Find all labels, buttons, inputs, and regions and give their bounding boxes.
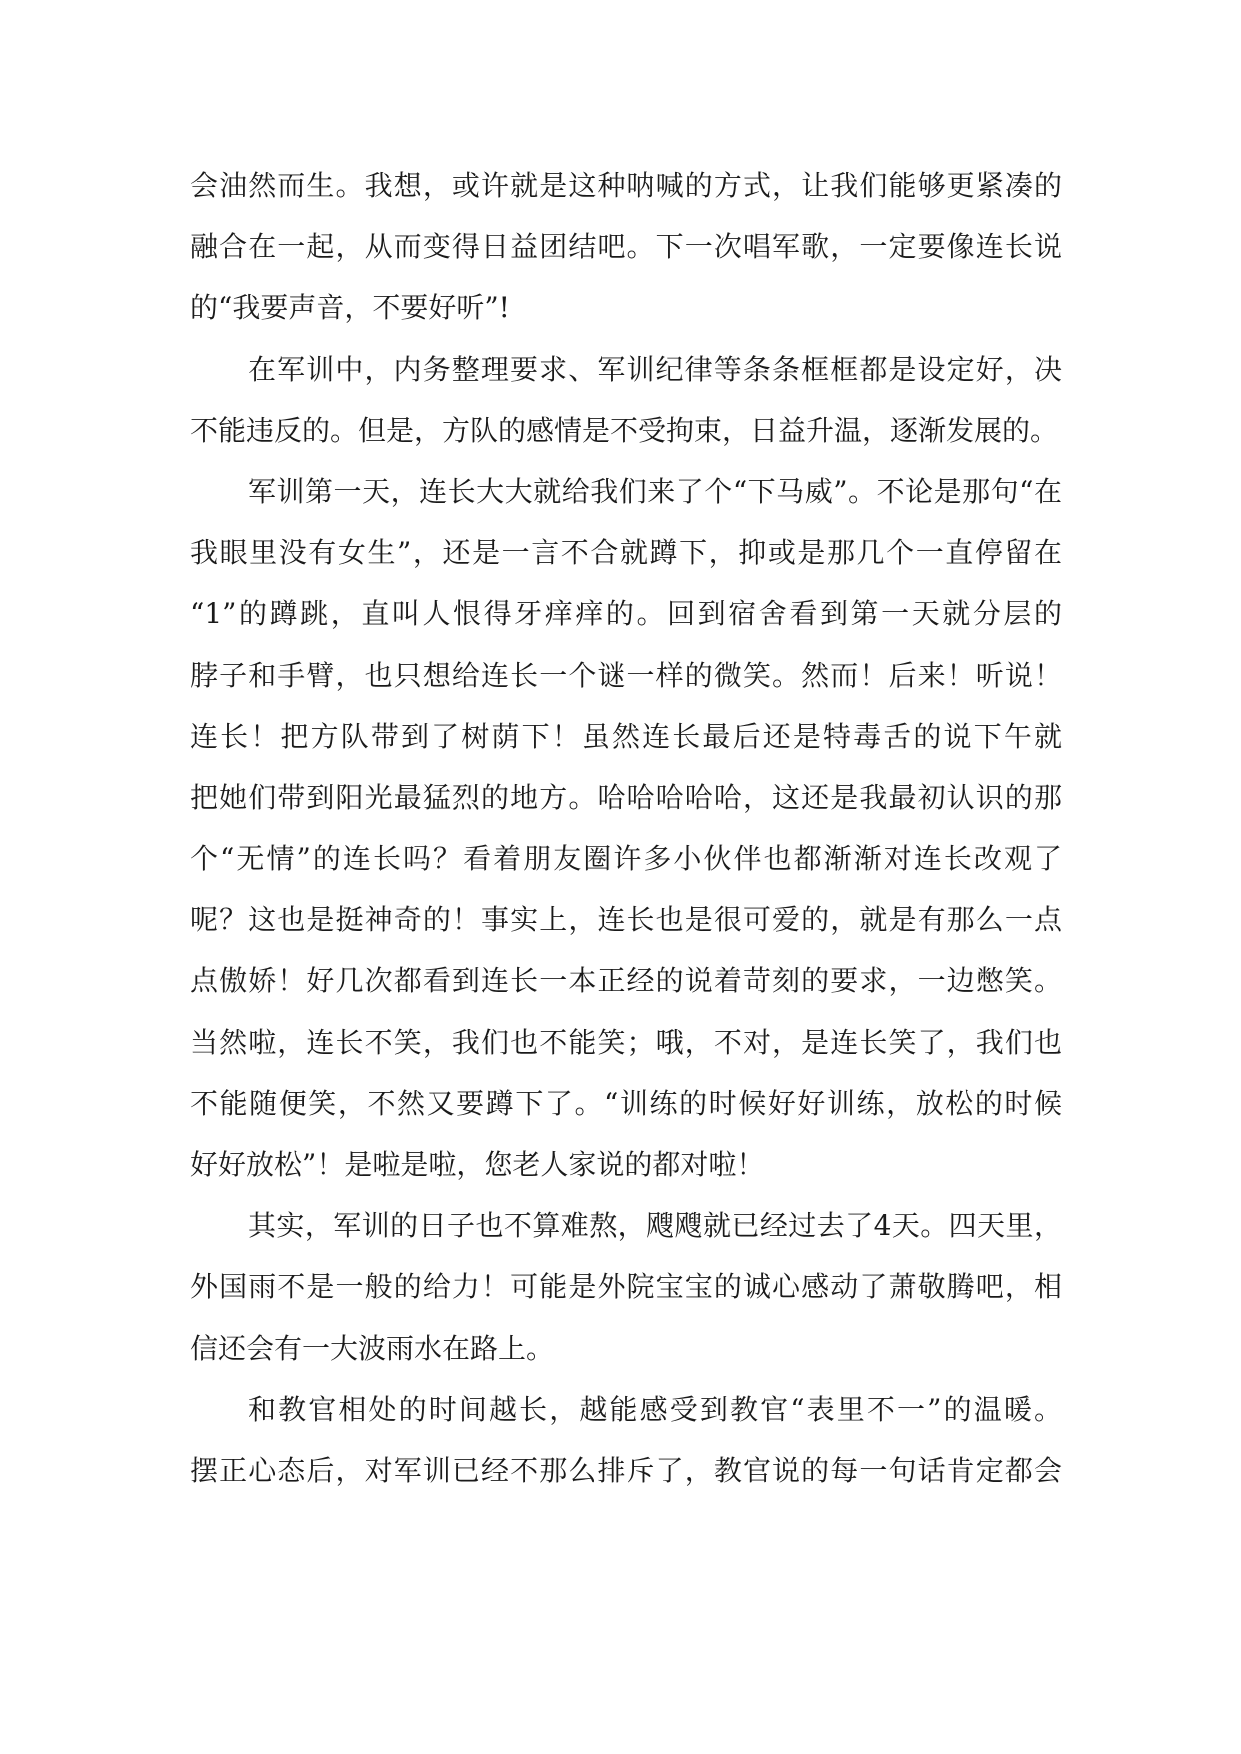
text-line: 融合在一起，从而变得日益团结吧。下一次唱军歌，一定要像连长说	[190, 230, 1062, 264]
text-line: 会油然而生。我想，或许就是这种呐喊的方式，让我们能够更紧凑的	[190, 169, 1062, 202]
text-line: 我眼里没有女生”，还是一言不合就蹲下，抑或是那几个一直停留在	[190, 536, 1062, 570]
text-line: 和教官相处的时间越长，越能感受到教官“表里不一”的温暖。	[248, 1392, 1062, 1426]
text-line: 好好放松”！是啦是啦，您老人家说的都对啦！	[190, 1148, 765, 1181]
text-line: 连长！把方队带到了树荫下！虽然连长最后还是特毒舌的说下午就	[190, 719, 1062, 753]
text-line: 信还会有一大波雨水在路上。	[190, 1331, 555, 1365]
text-line: 把她们带到阳光最猛烈的地方。哈哈哈哈哈，这还是我最初认识的那	[190, 780, 1062, 814]
text-line: “1”的蹲跳，直叫人恨得牙痒痒的。回到宿舍看到第一天就分层的	[190, 597, 1062, 631]
text-line: 其实，军训的日子也不算难熬，飕飕就已经过去了4天。四天里，	[248, 1209, 1062, 1243]
text-line: 的“我要声音，不要好听”!	[190, 291, 510, 325]
text-line: 呢？这也是挺神奇的！事实上，连长也是很可爱的，就是有那么一点	[190, 903, 1062, 937]
text-line: 外国雨不是一般的给力！可能是外院宝宝的诚心感动了萧敬腾吧，相	[190, 1270, 1062, 1304]
text-line: 在军训中，内务整理要求、军训纪律等条条框框都是设定好，决	[248, 352, 1062, 386]
text-line: 军训第一天，连长大大就给我们来了个“下马威”。不论是那句“在	[248, 474, 1062, 508]
text-line: 脖子和手臂，也只想给连长一个谜一样的微笑。然而！后来！听说！	[190, 658, 1062, 692]
text-line: 不能违反的。但是，方队的感情是不受拘束，日益升温，逐渐发展的。	[190, 413, 1059, 447]
document-body	[190, 155, 1062, 1501]
text-line: 不能随便笑，不然又要蹲下了。“训练的时候好好训练，放松的时候	[190, 1086, 1062, 1120]
text-line: 点傲娇！好几次都看到连长一本正经的说着苛刻的要求，一边憋笑。	[190, 964, 1062, 998]
text-line: 当然啦，连长不笑，我们也不能笑；哦，不对，是连长笑了，我们也	[190, 1025, 1062, 1059]
text-line: 个“无情”的连长吗？看着朋友圈许多小伙伴也都渐渐对连长改观了	[190, 842, 1062, 876]
text-line: 摆正心态后，对军训已经不那么排斥了，教官说的每一句话肯定都会	[190, 1453, 1062, 1487]
